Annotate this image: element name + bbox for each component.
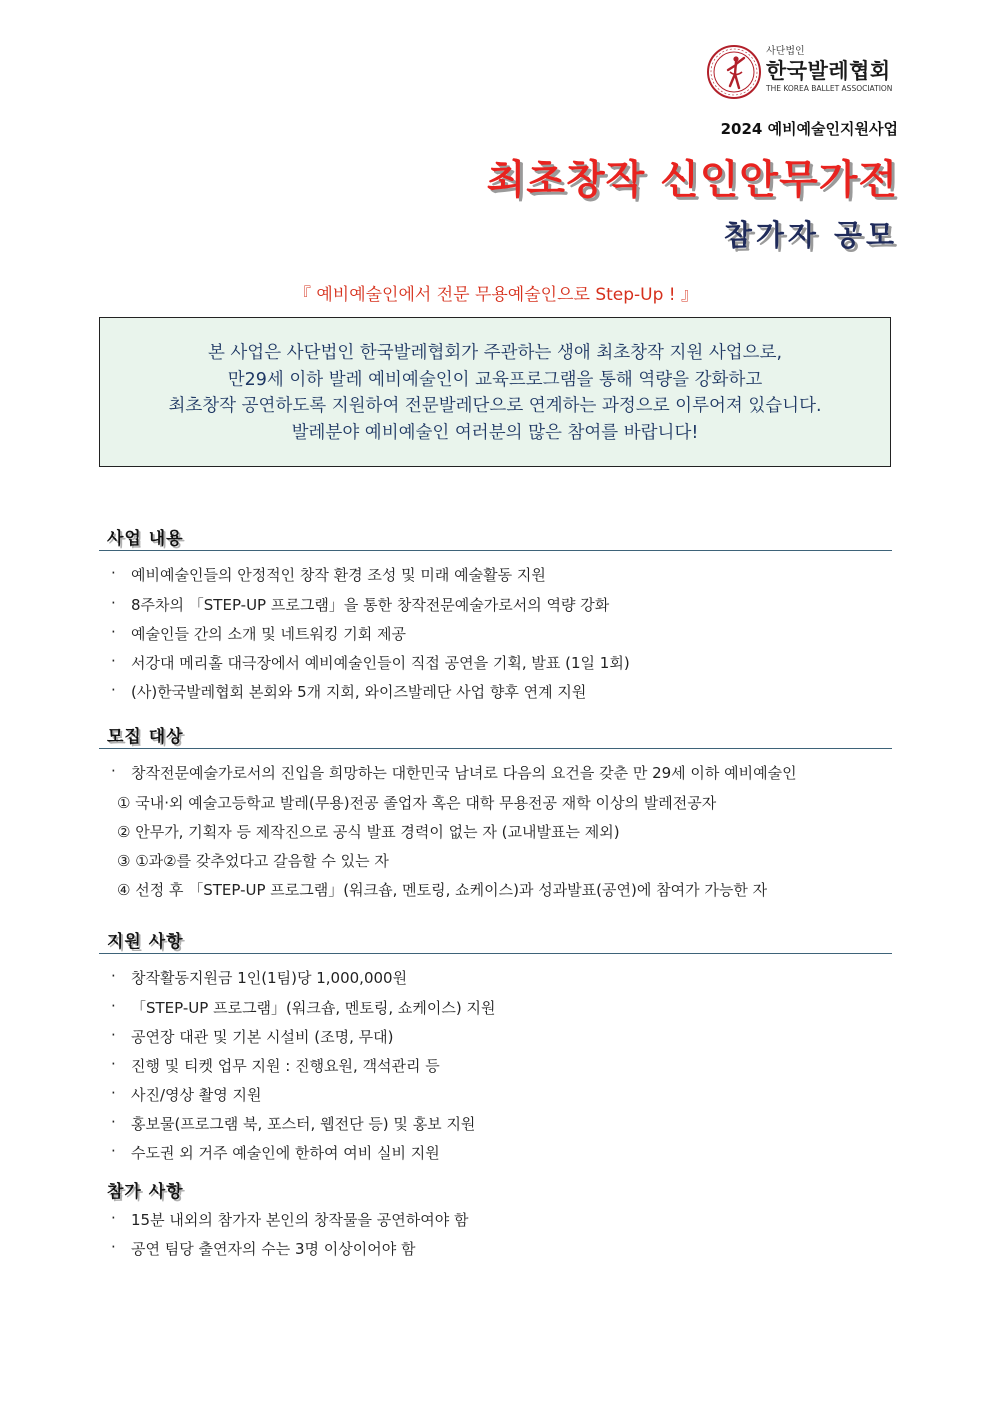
list-item-text: 「STEP-UP 프로그램」(워크숍, 멘토링, 쇼케이스) 지원 bbox=[131, 999, 496, 1017]
list-item-text: 서강대 메리홀 대극장에서 예비예술인들이 직접 공연을 기획, 발표 (1일 1회) bbox=[131, 654, 630, 672]
bullet: · bbox=[111, 1113, 116, 1131]
section-header bbox=[99, 716, 892, 749]
ballet-association-seal-icon bbox=[706, 44, 762, 100]
intro-line: 최초창작 공연하도록 지원하여 전문발레단으로 연계하는 과정으로 이루어져 있습니다. bbox=[168, 396, 822, 416]
bullet: · bbox=[111, 1142, 116, 1160]
logo-english-name: THE KOREA BALLET ASSOCIATION bbox=[766, 84, 893, 93]
program-subtitle: 2024 예비예술인지원사업 bbox=[720, 120, 898, 138]
bullet: · bbox=[111, 1026, 116, 1044]
section-title: 지원 사항 bbox=[107, 932, 184, 952]
intro-line: 발레분야 예비예술인 여러분의 많은 참여를 바랍니다! bbox=[291, 422, 699, 443]
section-header bbox=[99, 921, 892, 954]
bullet: · bbox=[111, 762, 116, 780]
list-item-text: 창작활동지원금 1인(1팀)당 1,000,000원 bbox=[131, 969, 408, 987]
bullet: · bbox=[111, 652, 116, 670]
list-item-text: 창작전문예술가로서의 진입을 희망하는 대한민국 남녀로 다음의 요건을 갖춘 만 29세 이하 예비예술인 bbox=[131, 764, 797, 782]
sub-item-text: ① 국내·외 예술고등학교 발레(무용)전공 졸업자 혹은 대학 무용전공 재학 이상의 발레전공자 bbox=[117, 794, 717, 812]
section-title: 모집 대상 bbox=[107, 727, 184, 747]
bullet: · bbox=[111, 1238, 116, 1256]
association-logo bbox=[706, 44, 906, 102]
section-header bbox=[99, 1173, 892, 1203]
bullet: · bbox=[111, 1084, 116, 1102]
list-item-text: (사)한국발레협회 본회와 5개 지회, 와이즈발레단 사업 향후 연계 지원 bbox=[131, 683, 587, 701]
list-item-text: 진행 및 티켓 업무 지원 : 진행요원, 객석관리 등 bbox=[131, 1057, 440, 1075]
intro-line: 만29세 이하 발레 예비예술인이 교육프로그램을 통해 역량을 강화하고 bbox=[227, 369, 763, 390]
section-eligibility bbox=[99, 716, 892, 899]
section-title: 참가 사항 bbox=[107, 1182, 184, 1202]
section-support bbox=[99, 921, 892, 1162]
page-title: 최초창작 신인안무가전 bbox=[486, 157, 898, 203]
bullet: · bbox=[111, 997, 116, 1015]
page-subtitle: 참가자 공모 bbox=[723, 218, 898, 252]
slogan: 『 예비예술인에서 전문 무용예술인으로 Step-Up ! 』 bbox=[293, 285, 699, 305]
logo-subtitle: 사단법인 bbox=[766, 46, 805, 57]
bullet: · bbox=[111, 623, 116, 641]
bullet: · bbox=[111, 594, 116, 612]
list-item-text: 공연 팀당 출연자의 수는 3명 이상이어야 함 bbox=[131, 1240, 416, 1258]
list-item-text: 수도권 외 거주 예술인에 한하여 여비 실비 지원 bbox=[131, 1144, 440, 1162]
intro-line: 본 사업은 사단법인 한국발레협회가 주관하는 생애 최초창작 지원 사업으로, bbox=[207, 343, 783, 363]
sub-item-text: ④ 선정 후 「STEP-UP 프로그램」(워크숍, 멘토링, 쇼케이스)과 성과발표(공연)에 참여가 가능한 자 bbox=[117, 881, 768, 899]
bullet: · bbox=[111, 681, 116, 699]
logo-name: 한국발레협회 bbox=[766, 59, 891, 83]
section-business-content bbox=[99, 518, 892, 701]
sub-item-text: ② 안무가, 기획자 등 제작진으로 공식 발표 경력이 없는 자 (교내발표는 제외) bbox=[117, 823, 620, 841]
sub-item-text: ③ ①과②를 갖추었다고 갈음할 수 있는 자 bbox=[117, 852, 389, 870]
section-participation bbox=[99, 1173, 892, 1258]
list-item-text: 8주차의 「STEP-UP 프로그램」을 통한 창작전문예술가로서의 역량 강화 bbox=[131, 596, 610, 614]
list-item-text: 15분 내외의 참가자 본인의 창작물을 공연하여야 함 bbox=[131, 1211, 469, 1229]
list-item-text: 사진/영상 촬영 지원 bbox=[131, 1086, 262, 1104]
bullet: · bbox=[111, 1209, 116, 1227]
section-title: 사업 내용 bbox=[107, 529, 184, 549]
intro-box bbox=[99, 317, 891, 467]
list-item-text: 홍보물(프로그램 북, 포스터, 웹전단 등) 및 홍보 지원 bbox=[131, 1115, 476, 1133]
section-header bbox=[99, 518, 892, 551]
bullet: · bbox=[111, 967, 116, 985]
list-item-text: 공연장 대관 및 기본 시설비 (조명, 무대) bbox=[131, 1028, 394, 1046]
list-item-text: 예술인들 간의 소개 및 네트워킹 기회 제공 bbox=[131, 625, 406, 643]
list-item-text: 예비예술인들의 안정적인 창작 환경 조성 및 미래 예술활동 지원 bbox=[131, 566, 546, 584]
bullet: · bbox=[111, 1055, 116, 1073]
bullet: · bbox=[111, 564, 116, 582]
